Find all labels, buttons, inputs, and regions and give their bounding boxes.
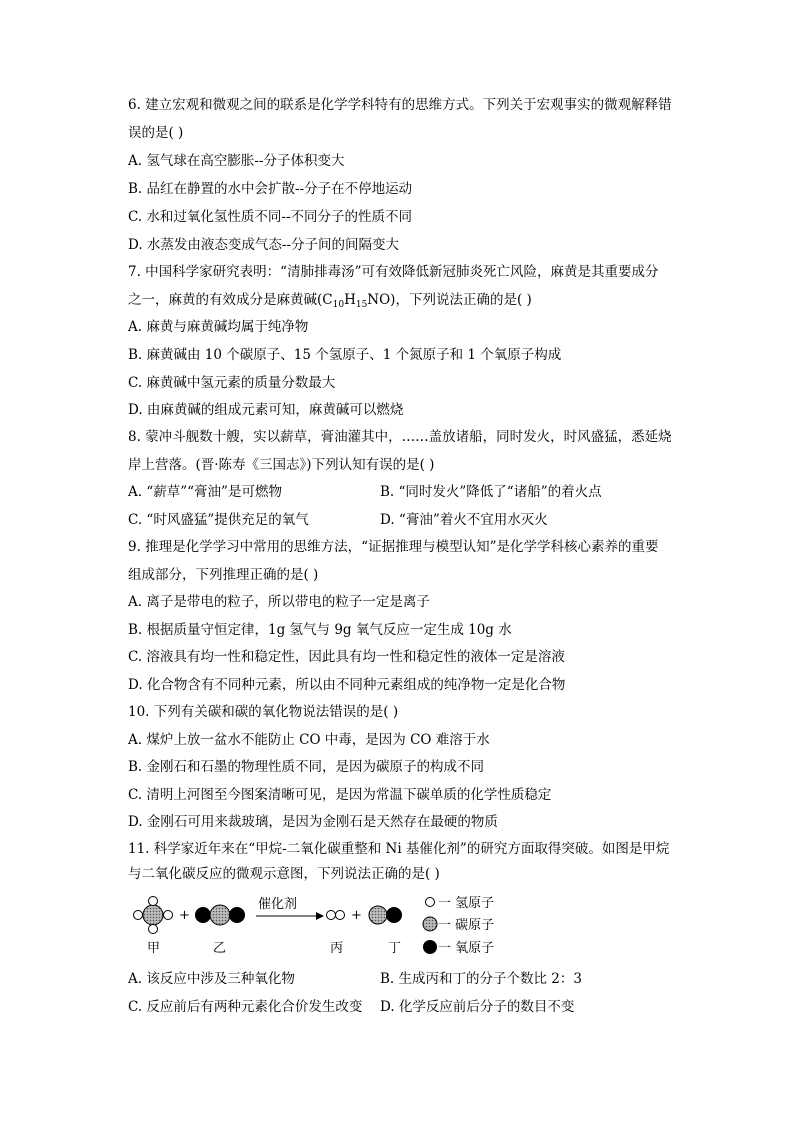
carbon-monoxide-molecule	[369, 906, 402, 924]
q9-option-d: D. 化合物含有不同种元素，所以由不同种元素组成的纯净物一定是化合物	[128, 677, 566, 693]
q7-formula-sub-c: 10	[332, 300, 345, 310]
plus-sign-1: +	[179, 908, 190, 923]
q6-option-a: A. 氢气球在高空膨胀--分子体积变大	[128, 153, 345, 169]
q10-option-d: D. 金刚石可用来裁玻璃，是因为金刚石是天然存在最硬的物质	[128, 814, 498, 830]
plus-sign-2: +	[351, 908, 362, 923]
label-ding: 丁	[388, 941, 402, 956]
q10-option-c: C. 清明上河图至今图案清晰可见，是因为常温下碳单质的化学性质稳定	[128, 787, 552, 803]
q11-stem-line2: 与二氧化碳反应的微观示意图，下列说法正确的是( )	[128, 866, 440, 882]
q11-option-a: A. 该反应中涉及三种氧化物	[128, 971, 295, 987]
q9-option-c: C. 溶液具有均一性和稳定性，因此具有均一性和稳定性的液体一定是溶液	[128, 649, 565, 665]
q7-formula-sub-h: 15	[355, 300, 368, 310]
q7-option-d: D. 由麻黄碱的组成元素可知，麻黄碱可以燃烧	[128, 402, 404, 418]
q9-stem-line1: 9. 推理是化学学习中常用的思维方法，“证据推理与模型认知”是化学学科核心素养的重要	[128, 539, 659, 555]
q7-stem-line2-post: NO)，下列说法正确的是( )	[367, 292, 532, 308]
q7-option-c: C. 麻黄碱中氢元素的质量分数最大	[128, 375, 336, 391]
q8-stem-line1: 8. 蒙冲斗舰数十艘，实以薪草，膏油灌其中，……盖放诸船，同时发火，时风盛猛，悉延烧	[128, 429, 672, 445]
q7-option-a: A. 麻黄与麻黄碱均属于纯净物	[128, 319, 309, 335]
q10-stem: 10. 下列有关碳和碳的氧化物说法错误的是( )	[128, 704, 399, 720]
q8-option-a: A. “薪草”“膏油”是可燃物	[128, 484, 282, 500]
q8-stem-line2: 岸上营落。(晋·陈寿《三国志》)下列认知有误的是( )	[128, 457, 435, 473]
q9-option-b: B. 根据质量守恒定律，1g 氢气与 9g 氧气反应一定生成 10g 水	[128, 622, 512, 638]
reaction-diagram	[128, 892, 528, 962]
arrow-head	[316, 912, 324, 920]
methane-molecule	[134, 897, 173, 934]
label-yi: 乙	[213, 941, 227, 956]
q11-option-b: B. 生成丙和丁的分子个数比 2：3	[380, 971, 582, 987]
legend-oxygen-label: 一 氧原子	[438, 941, 495, 956]
q6-option-c: C. 水和过氧化氢性质不同--不同分子的性质不同	[128, 209, 413, 225]
q6-option-b: B. 品红在静置的水中会扩散--分子在不停地运动	[128, 181, 413, 197]
legend-oxygen-icon	[423, 940, 437, 954]
q6-option-d: D. 水蒸发由液态变成气态--分子间的间隔变大	[128, 237, 400, 253]
q6-stem-line2: 误的是( )	[128, 125, 184, 141]
legend-carbon-icon	[423, 917, 437, 931]
q9-option-a: A. 离子是带电的粒子，所以带电的粒子一定是离子	[128, 594, 430, 610]
q8-option-c: C. “时风盛猛”提供充足的氧气	[128, 512, 309, 528]
q11-stem-line1: 11. 科学家近年来在“甲烷-二氧化碳重整和 Ni 基催化剂”的研究方面取得突破。如图是甲烷	[128, 841, 670, 857]
legend	[423, 896, 494, 956]
q10-option-a: A. 煤炉上放一盆水不能防止 CO 中毒，是因为 CO 难溶于水	[128, 732, 490, 748]
q7-option-b: B. 麻黄碱由 10 个碳原子、15 个氢原子、1 个氮原子和 1 个氧原子构成	[128, 347, 562, 363]
label-bing: 丙	[330, 941, 344, 956]
q10-option-b: B. 金刚石和石墨的物理性质不同，是因为碳原子的构成不同	[128, 759, 485, 775]
label-jia: 甲	[147, 941, 161, 956]
q11-option-d: D. 化学反应前后分子的数目不变	[380, 999, 575, 1015]
q9-stem-line2: 组成部分，下列推理正确的是( )	[128, 567, 319, 583]
q7-stem-line1: 7. 中国科学家研究表明：“清肺排毒汤”可有效降低新冠肺炎死亡风险，麻黄是其重要成分	[128, 264, 659, 280]
hydrogen-molecule	[327, 911, 345, 920]
legend-carbon-label: 一 碳原子	[438, 918, 495, 933]
q8-option-d: D. “膏油”着火不宜用水灭火	[380, 512, 548, 528]
legend-hydrogen-label: 一 氢原子	[438, 896, 495, 911]
q11-option-c: C. 反应前后有两种元素化合价发生改变	[128, 999, 363, 1015]
q7-formula-h: H	[344, 292, 356, 308]
catalyst-label: 催化剂	[258, 897, 298, 912]
carbon-dioxide-molecule	[195, 905, 245, 925]
q7-stem-line2	[128, 291, 532, 314]
q6-stem-line1: 6. 建立宏观和微观之间的联系是化学学科特有的思维方式。下列关于宏观事实的微观解释错	[128, 97, 672, 113]
legend-hydrogen-icon	[426, 898, 435, 907]
q8-option-b: B. “同时发火”降低了“诸船”的着火点	[380, 484, 602, 500]
q7-stem-line2-pre: 之一，麻黄的有效成分是麻黄碱(C	[128, 292, 333, 308]
